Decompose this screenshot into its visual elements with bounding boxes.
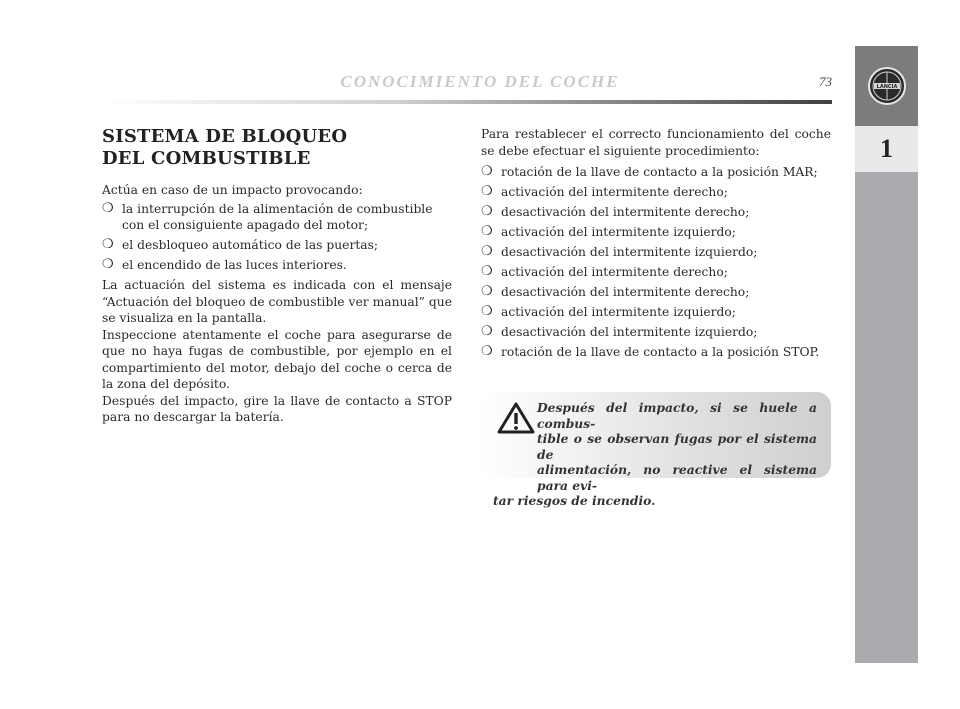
- logo-box: [855, 46, 918, 126]
- header-rule: [102, 100, 832, 104]
- list-item: ❍ activación del intermitente izquierdo;: [481, 304, 736, 319]
- paragraph: La actuación del sistema es indicada con el mensaje “Actuación del bloqueo de combustible ver manual” que se visualiza en la pantalla.: [102, 278, 452, 325]
- running-header: CONOCIMIENTO DEL COCHE: [340, 72, 620, 91]
- bullet-circle-icon: ❍: [481, 344, 493, 359]
- warning-box: [481, 392, 831, 508]
- list-item: ❍ activación del intermitente izquierdo;: [481, 224, 736, 239]
- bullet-circle-icon: ❍: [481, 184, 493, 199]
- paragraph: Inspeccione atentamente el coche para asegurarse de que no haya fugas de combustible, por ejemplo en el compartimiento del motor, debajo del coche o cerca de la zona del depósito.: [102, 327, 452, 391]
- list-item: ❍ desactivación del intermitente derecho;: [481, 284, 750, 299]
- warning-text: [493, 400, 817, 509]
- bullet-circle-icon: ❍: [481, 244, 493, 259]
- chapter-number: 1: [880, 134, 893, 163]
- paragraph: Después del impacto, gire la llave de contacto a STOP para no descargar la batería.: [102, 393, 452, 424]
- impact-effects-list: [102, 201, 452, 274]
- chapter-box: [855, 126, 918, 172]
- page-number: 73: [819, 74, 832, 89]
- list-item: ❍ rotación de la llave de contacto a la posición STOP.: [481, 344, 820, 359]
- list-item: ❍ la interrupción de la alimentación de combustible con el consiguiente apagado del motor;: [102, 200, 433, 232]
- left-column: [102, 126, 452, 426]
- bullet-circle-icon: ❍: [102, 237, 114, 252]
- section-title: [102, 126, 452, 170]
- bullet-circle-icon: ❍: [102, 257, 114, 272]
- bullet-circle-icon: ❍: [102, 200, 114, 216]
- bullet-circle-icon: ❍: [481, 264, 493, 279]
- bullet-circle-icon: ❍: [481, 304, 493, 319]
- list-item: ❍ rotación de la llave de contacto a la posición MAR;: [481, 164, 818, 179]
- lancia-logo-icon: [867, 66, 907, 106]
- right-column: [481, 126, 831, 364]
- list-item: ❍ el encendido de las luces interiores.: [102, 257, 347, 272]
- list-item: ❍ activación del intermitente derecho;: [481, 184, 728, 199]
- bullet-circle-icon: ❍: [481, 324, 493, 339]
- list-item: ❍ activación del intermitente derecho;: [481, 264, 728, 279]
- list-item: ❍ desactivación del intermitente izquierdo;: [481, 244, 758, 259]
- warning-line: tar riesgos de incendio.: [493, 493, 656, 508]
- list-item: ❍ desactivación del intermitente derecho;: [481, 204, 750, 219]
- procedure-steps-list: [481, 164, 831, 361]
- warning-line: tible o se observan fugas por el sistema de: [537, 431, 817, 462]
- list-item: ❍ el desbloqueo automático de las puertas;: [102, 237, 379, 252]
- logo-text: LANCIA: [876, 84, 897, 90]
- intro-text: Actúa en caso de un impacto provocando:: [102, 183, 363, 197]
- procedure-intro: Para restablecer el correcto funcionamiento del coche se debe efectuar el siguiente procedimiento:: [481, 127, 831, 158]
- list-item: ❍ desactivación del intermitente izquierdo;: [481, 324, 758, 339]
- warning-line: alimentación, no reactive el sistema para evi-: [537, 462, 817, 493]
- section-title-line2: DEL COMBUSTIBLE: [102, 148, 311, 169]
- warning-line: Después del impacto, si se huele a combus-: [537, 400, 817, 431]
- bullet-circle-icon: ❍: [481, 224, 493, 239]
- bullet-circle-icon: ❍: [481, 284, 493, 299]
- section-title-line1: SISTEMA DE BLOQUEO: [102, 126, 348, 147]
- bullet-circle-icon: ❍: [481, 164, 493, 179]
- bullet-circle-icon: ❍: [481, 204, 493, 219]
